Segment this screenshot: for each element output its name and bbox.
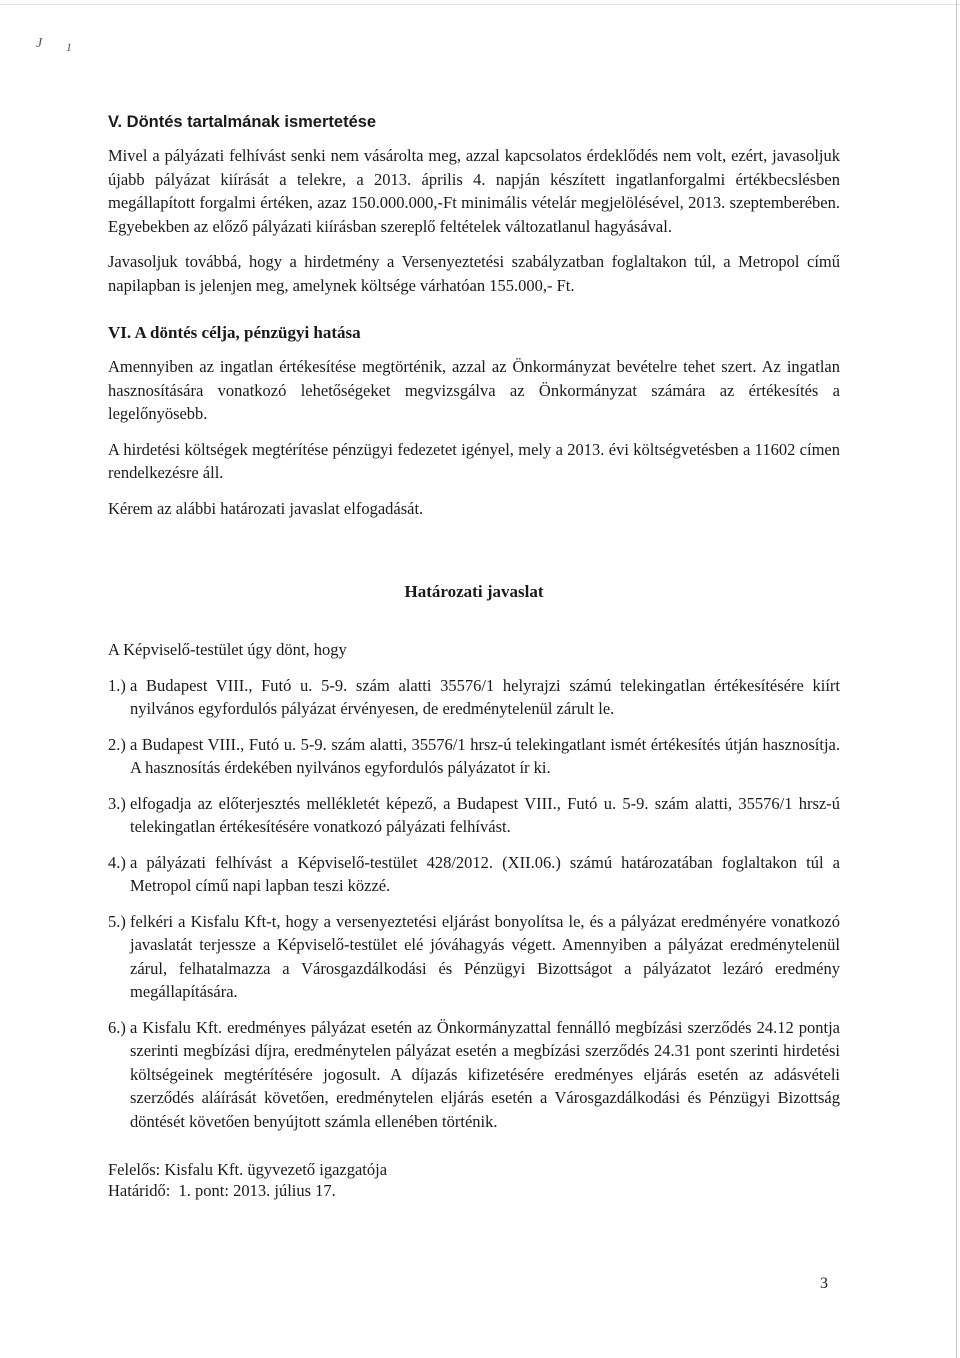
scan-top-line (0, 4, 960, 5)
resolution-item-text: a Budapest VIII., Futó u. 5-9. szám alatti, 35576/1 hrsz-ú telekingatlant ismét értékesítés útján hasznosítja. A hasznosítás érdekében nyilvános egyfordulós pályázatot ír ki. (130, 734, 840, 777)
resolution-item-text: a pályázati felhívást a Képviselő-testület 428/2012. (XII.06.) számú határozatában foglaltakon túl a Metropol című napi lapban teszi közzé. (130, 852, 840, 895)
resolution-item-text: elfogadja az előterjesztés mellékletét képező, a Budapest VIII., Futó u. 5-9. szám alatti, 35576/1 hrsz-ú telekingatlan értékesítésére vonatkozó pályázati felhívást. (130, 793, 840, 836)
section-vi-heading: VI. A döntés célja, pénzügyi hatása (108, 323, 361, 342)
resolution-item-number: 5.) (108, 911, 126, 931)
resolution-title: Határozati javaslat (404, 582, 544, 601)
scan-right-edge (956, 0, 957, 1358)
resolution-item (108, 851, 840, 898)
page-number: 3 (820, 1275, 828, 1292)
resolution-items-list (108, 674, 840, 1134)
margin-mark-left: J (36, 36, 43, 51)
resolution-item-text: a Budapest VIII., Futó u. 5-9. szám alatti 35576/1 helyrajzi számú telekingatlan értékesítésére kiírt nyilvános egyfordulós pályázat érvényesen, de eredménytelenül zárult le. (130, 675, 840, 718)
resolution-item-number: 1.) (108, 675, 126, 695)
resolution-item-number: 6.) (108, 1017, 126, 1037)
section-vi-paragraph-3: Kérem az alábbi határozati javaslat elfogadását. (108, 498, 424, 518)
margin-mark-right: 1 (66, 40, 72, 54)
resolution-item (108, 1016, 840, 1134)
responsible-line: Felelős: Kisfalu Kft. ügyvezető igazgatója (108, 1160, 388, 1179)
resolution-item-number: 4.) (108, 852, 126, 872)
section-v-paragraph-2: Javasoljuk továbbá, hogy a hirdetmény a Versenyeztetési szabályzatban foglaltakon túl, a Metropol című napilapban is jelenjen meg, amelynek költsége várhatóan 155.000,- Ft. (108, 252, 840, 295)
resolution-item (108, 733, 840, 780)
document-body (108, 113, 840, 1201)
resolution-item (108, 674, 840, 721)
resolution-item-number: 3.) (108, 793, 126, 813)
resolution-item-text: a Kisfalu Kft. eredményes pályázat esetén az Önkormányzattal fennálló megbízási szerződés 24.12 pontja szerinti megbízási díjra, eredménytelen pályázat esetén a megbízási szerződés 24.31 pont szerinti hirdetési költségeinek megtérítésére jogosult. A díjazás kifizetésére eredményes eljárás esetén az adásvételi szerződés aláírását követően, eredménytelen eljárás esetén a Városgazdálkodási és Pénzügyi Bizottság döntését követően benyújtott számla ellenében történik. (130, 1017, 840, 1131)
resolution-intro: A Képviselő-testület úgy dönt, hogy (108, 640, 347, 659)
resolution-item (108, 910, 840, 1004)
section-vi-paragraph-2: A hirdetési költségek megtérítése pénzügyi fedezetet igényel, mely a 2013. évi költségvetésben a 11602 címen rendelkezésre áll. (108, 439, 840, 482)
section-v-paragraph-1: Mivel a pályázati felhívást senki nem vásárolta meg, azzal kapcsolatos érdeklődés nem volt, ezért, javasoljuk újabb pályázat kiírását a telekre, a 2013. április 4. napján készített ingatlanforgalmi értékbecslésben megállapított forgalmi értéken, azaz 150.000.000,-Ft minimális vételár megjelölésével, 2013. szeptemberében. Egyebekben az előző pályázati kiírásban szereplő feltételek változatlanul hagyásával. (108, 146, 840, 236)
section-v-heading: V. Döntés tartalmának ismertetése (108, 113, 377, 131)
section-vi-paragraph-1: Amennyiben az ingatlan értékesítése megtörténik, azzal az Önkormányzat bevételre tehet szert. Az ingatlan hasznosítására vonatkozó lehetőségeket megvizsgálva az Önkormányzat számára az értékesítés a legelőnyösebb. (108, 357, 840, 423)
resolution-item-text: felkéri a Kisfalu Kft-t, hogy a versenyeztetési eljárást bonyolítsa le, és a pályázat eredményére vonatkozó javaslatát terjessze a Képviselő-testület elé jóváhagyás végett. Amennyiben a pályázat eredménytelenül zárul, felhatalmazza a Városgazdálkodási és Pénzügyi Bizottságot a pályázatot lezáró eredmény megállapítására. (130, 911, 840, 1001)
resolution-item-number: 2.) (108, 734, 126, 754)
resolution-item (108, 792, 840, 839)
deadline-line: Határidő: 1. pont: 2013. július 17. (108, 1181, 336, 1200)
